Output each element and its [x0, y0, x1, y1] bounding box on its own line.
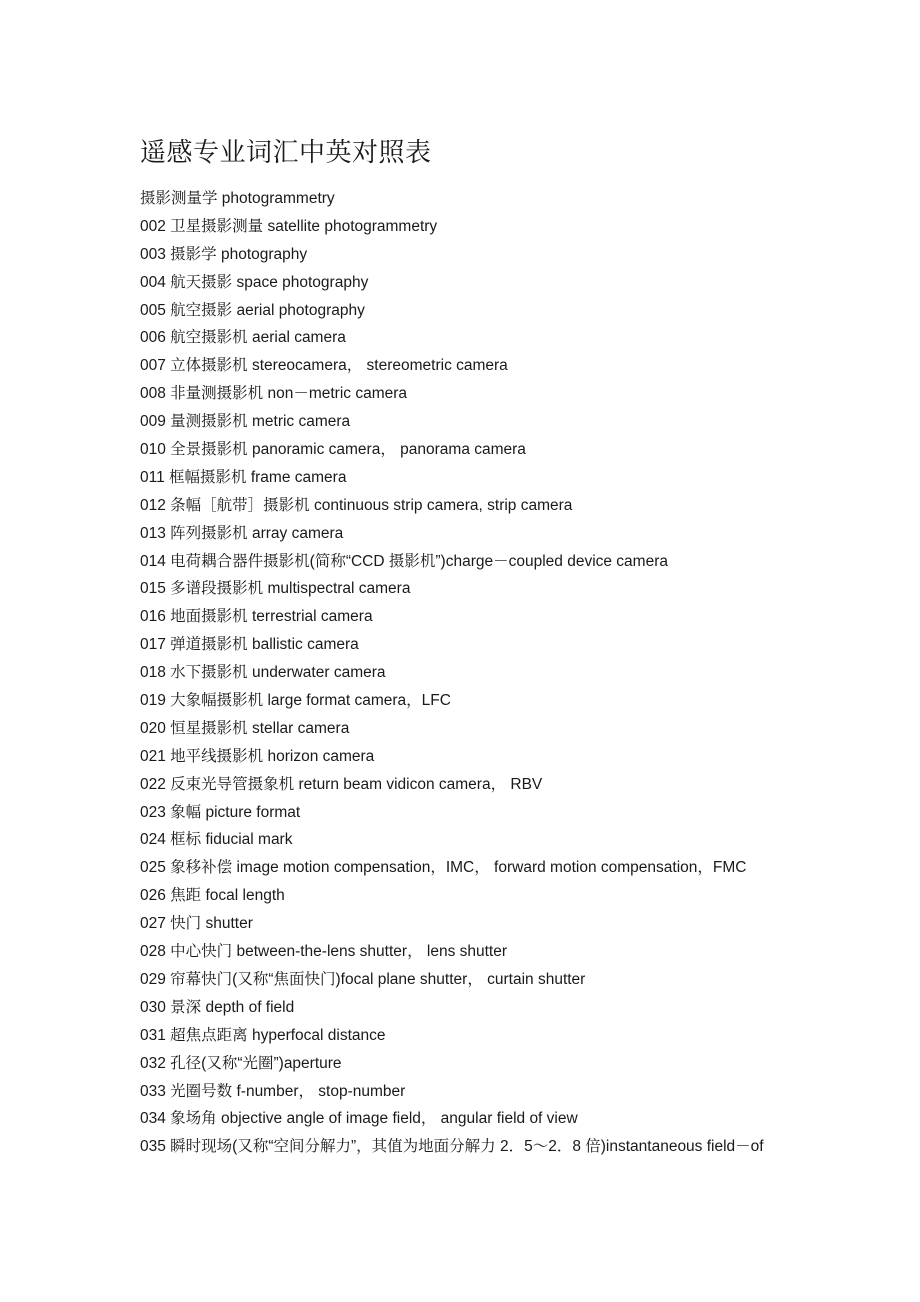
glossary-entry: 006 航空摄影机 aerial camera: [140, 329, 346, 347]
glossary-entry: 012 条幅［航带］摄影机 continuous strip camera, strip camera: [140, 496, 573, 514]
glossary-entry: 023 象幅 picture format: [140, 803, 301, 821]
glossary-entry: 摄影测量学 photogrammetry: [140, 190, 335, 207]
glossary-entry: 024 框标 fiducial mark: [140, 831, 293, 849]
glossary-entry: 020 恒星摄影机 stellar camera: [140, 719, 350, 737]
glossary-entry: 013 阵列摄影机 array camera: [140, 524, 344, 542]
glossary-entry: 028 中心快门 between-the-lens shutter， lens shutter: [140, 943, 508, 961]
glossary-entry: 010 全景摄影机 panoramic camera， panorama camera: [140, 441, 526, 459]
glossary-entry: 017 弹道摄影机 ballistic camera: [140, 636, 359, 654]
glossary-entry: 007 立体摄影机 stereocamera， stereometric camera: [140, 357, 508, 375]
glossary-entry: 029 帘幕快门(又称“焦面快门)focal plane shutter， curtain shutter: [140, 970, 586, 988]
glossary-list: [140, 185, 800, 1161]
glossary-entry: 004 航天摄影 space photography: [140, 273, 369, 291]
glossary-entry: 002 卫星摄影测量 satellite photogrammetry: [140, 217, 438, 235]
glossary-entry: 027 快门 shutter: [140, 915, 253, 933]
glossary-entry: 025 象移补偿 image motion compensation，IMC， forward motion compensation，FMC: [140, 859, 747, 877]
glossary-entry: 005 航空摄影 aerial photography: [140, 301, 365, 319]
glossary-entry: 008 非量测摄影机 non－metric camera: [140, 385, 408, 403]
glossary-entry: 003 摄影学 photography: [140, 245, 308, 263]
glossary-entry: 011 框幅摄影机 frame camera: [140, 468, 347, 486]
glossary-entry: 034 象场角 objective angle of image field， angular field of view: [140, 1110, 578, 1128]
document-title: 遥感专业词汇中英对照表: [140, 138, 432, 169]
glossary-entry: 016 地面摄影机 terrestrial camera: [140, 608, 373, 626]
glossary-entry: 021 地平线摄影机 horizon camera: [140, 747, 375, 765]
glossary-entry: 031 超焦点距离 hyperfocal distance: [140, 1026, 386, 1044]
glossary-entry: 009 量测摄影机 metric camera: [140, 413, 351, 431]
glossary-entry: 035 瞬时现场(又称“空间分解力”，其值为地面分解力 2．5～2．8 倍)instantaneous field－of: [140, 1138, 764, 1156]
glossary-entry: 026 焦距 focal length: [140, 887, 285, 905]
glossary-entry: 014 电荷耦合器件摄影机(简称“CCD 摄影机”)charge－coupled device camera: [140, 552, 668, 570]
glossary-entry: 032 孔径(又称“光圈”)aperture: [140, 1054, 342, 1072]
glossary-entry: 033 光圈号数 f-number， stop-number: [140, 1082, 406, 1100]
glossary-entry: 030 景深 depth of field: [140, 998, 295, 1016]
glossary-entry: 015 多谱段摄影机 multispectral camera: [140, 580, 411, 598]
glossary-entry: 018 水下摄影机 underwater camera: [140, 664, 386, 682]
glossary-entry: 019 大象幅摄影机 large format camera，LFC: [140, 692, 451, 710]
glossary-entry: 022 反束光导管摄象机 return beam vidicon camera， RBV: [140, 775, 543, 793]
